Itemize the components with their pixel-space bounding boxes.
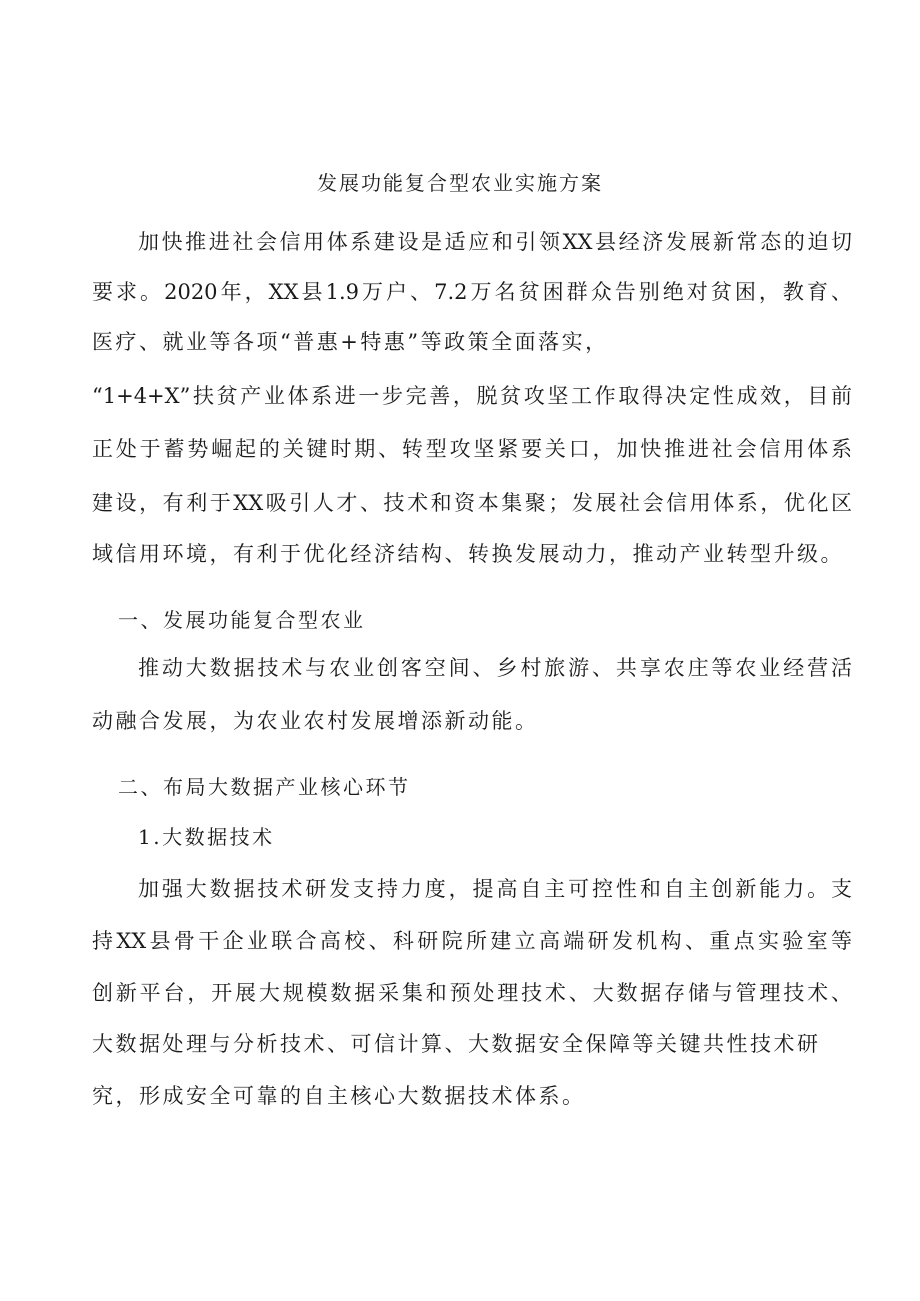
section-heading-1: 一、发展功能复合型农业 <box>118 608 366 632</box>
intro-line-5: 正处于蓄势崛起的关键时期、转型攻坚紧要关口，加快推进社会信用体系 <box>92 437 852 461</box>
intro-line-7: 域信用环境，有利于优化经济结构、转换发展动力，推动产业转型升级。 <box>92 542 844 566</box>
section1-line-1: 推动大数据技术与农业创客空间、乡村旅游、共享农庄等农业经营活 <box>138 656 852 680</box>
subsection-heading-1: 1.大数据技术 <box>138 825 275 849</box>
intro-line-1: 加快推进社会信用体系建设是适应和引领XX县经济发展新常态的迫切 <box>138 230 852 254</box>
intro-line-3: 医疗、就业等各项“普惠+特惠”等政策全面落实， <box>92 330 609 354</box>
section2-line-3: 创新平台，开展大规模数据采集和预处理技术、大数据存储与管理技术、 <box>92 981 852 1005</box>
section2-line-5: 究，形成安全可靠的自主核心大数据技术体系。 <box>92 1084 586 1108</box>
section2-line-1: 加强大数据技术研发支持力度，提高自主可控性和自主创新能力。支 <box>138 877 852 901</box>
intro-line-2: 要求。2020年，XX县1.9万户、7.2万名贫困群众告别绝对贫困，教育、 <box>92 280 852 304</box>
intro-line-6: 建设，有利于XX吸引人才、技术和资本集聚；发展社会信用体系，优化区 <box>92 491 852 515</box>
document-title: 发展功能复合型农业实施方案 <box>317 171 603 195</box>
intro-line-4: “1+4+X”扶贫产业体系进一步完善，脱贫攻坚工作取得决定性成效，目前 <box>92 384 852 408</box>
section1-line-2: 动融合发展，为农业农村发展增添新动能。 <box>92 709 539 733</box>
section2-line-2: 持XX县骨干企业联合高校、科研院所建立高端研发机构、重点实验室等 <box>92 929 852 953</box>
section2-line-4: 大数据处理与分析技术、可信计算、大数据安全保障等关键共性技术研 <box>92 1032 821 1056</box>
section-heading-2: 二、布局大数据产业核心环节 <box>118 775 411 799</box>
